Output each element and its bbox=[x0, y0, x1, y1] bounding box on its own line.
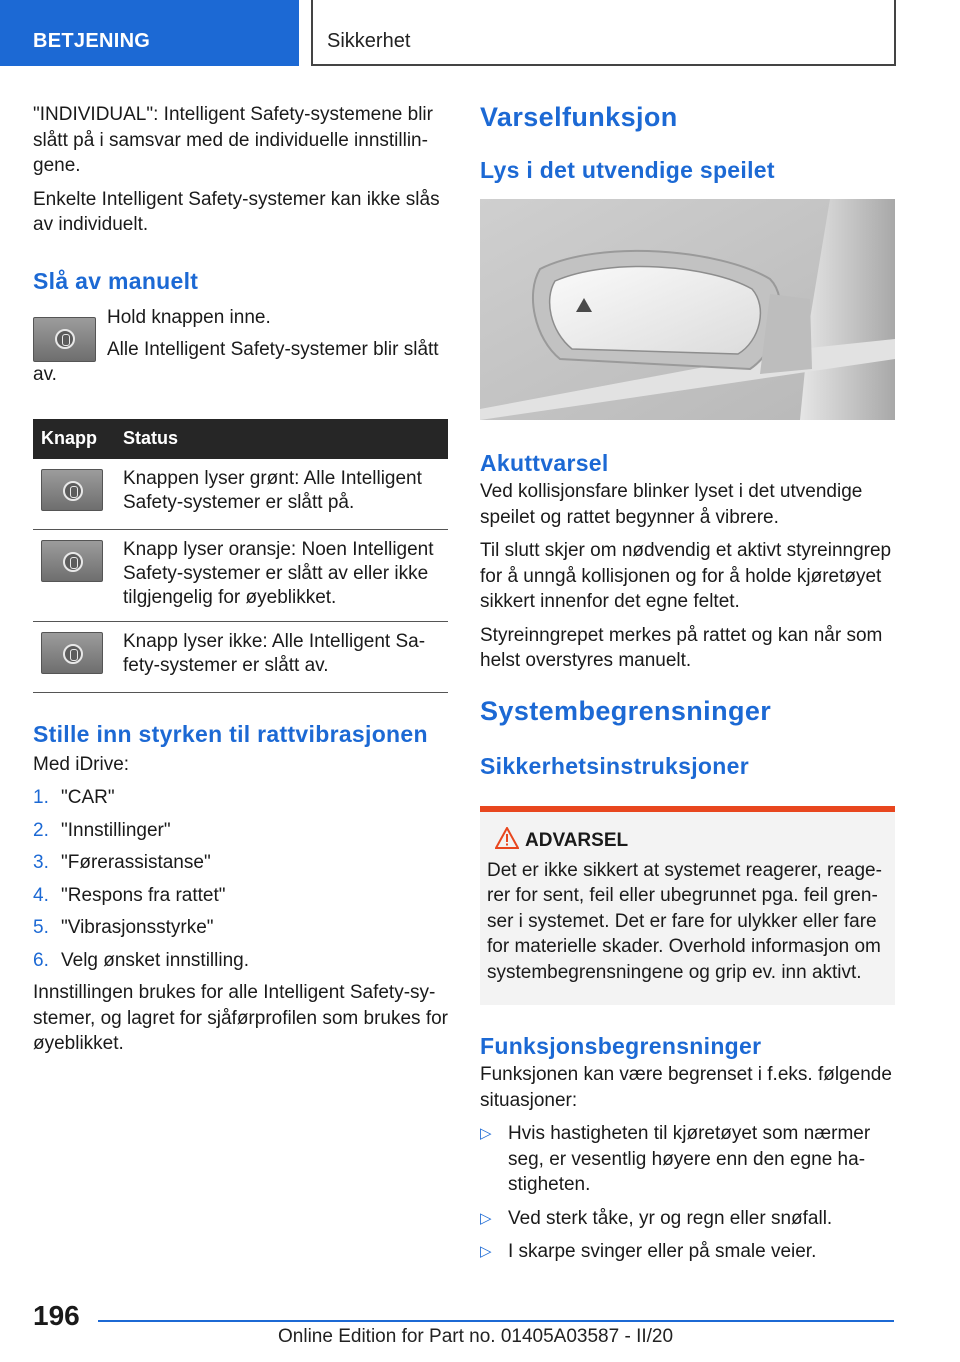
bullet-triangle-icon: ▷ bbox=[480, 1209, 492, 1227]
table-row bbox=[33, 529, 448, 621]
manual-line1: Hold knappen inne. bbox=[107, 306, 271, 328]
warning-box bbox=[480, 806, 895, 1006]
warning-triangle-icon bbox=[495, 827, 519, 855]
list-item: 5. "Vibrasjonsstyrke" bbox=[33, 917, 214, 938]
acute-paragraph-2: Til slutt skjer om nødvendig et aktivt styreinngrep for å unngå kollisjonen og for å holde kjøretøyet sikkert innenfor det egne feltet. bbox=[480, 540, 892, 612]
list-item: 3. "Førerassistanse" bbox=[33, 852, 211, 873]
list-item: 1. "CAR" bbox=[33, 787, 115, 808]
warning-title: ADVARSEL bbox=[525, 829, 629, 851]
page-number: 196 bbox=[33, 1300, 80, 1331]
chapter-title: Sikkerhet bbox=[311, 0, 896, 66]
warning-function-heading: Varselfunksjon bbox=[480, 102, 678, 132]
func-limits-heading: Funksjonsbegrensninger bbox=[480, 1033, 762, 1059]
limitations-list bbox=[480, 1121, 895, 1265]
page-header bbox=[0, 0, 960, 66]
right-column bbox=[480, 102, 895, 1273]
edition-text: Online Edition for Part no. 01405A03587 - II/20 bbox=[278, 1326, 674, 1347]
intro-note: Enkelte Intelligent Safety-systemer kan ikke slås av individuelt. bbox=[33, 188, 440, 235]
status-cell: Knapp lyser ikke: Alle Intelligent Safety-systemer er slått av. bbox=[115, 621, 448, 692]
bullet-triangle-icon: ▷ bbox=[480, 1243, 492, 1260]
acute-paragraph-3: Styreinngrepet merkes på rattet og kan når som helst overstyres manuelt. bbox=[480, 624, 883, 671]
intro-paragraph: "INDIVIDUAL": Intelligent Safety-systemene blir slått på i samsvar med de individuelle innstillingene. bbox=[33, 104, 433, 176]
status-cell: Knappen lyser grønt: Alle Intelligent Safety-systemer er slått på. bbox=[115, 459, 448, 530]
table-row bbox=[33, 459, 448, 530]
intelligent-safety-button-icon bbox=[41, 469, 103, 511]
list-item: 6. Velg ønsket innstilling. bbox=[33, 949, 249, 971]
safety-heading: Sikkerhetsinstruksjoner bbox=[480, 752, 749, 779]
list-item: 2. "Innstillinger" bbox=[33, 819, 171, 841]
manual-line3: av. bbox=[33, 363, 57, 385]
list-item: ▷ I skarpe svinger eller på smale veier. bbox=[480, 1239, 895, 1265]
warning-text: Det er ikke sikkert at systemet reagerer, reagerer for sent, feil eller ubegrunnet pga. feil grenser i systemet. Det er fare for ulykker eller fare for materielle skader. Overhold informasjon om systembegrensningene og grip ev. inn aktivt. bbox=[487, 859, 882, 983]
acute-heading: Akuttvarsel bbox=[480, 450, 609, 476]
manual-line2: Alle Intelligent Safety-systemer blir slått bbox=[107, 338, 439, 360]
exterior-mirror-illustration bbox=[480, 199, 895, 420]
acute-paragraph-1: Ved kollisjonsfare blinker lyset i det utvendige speilet og rattet begynner å vibrere. bbox=[480, 481, 863, 528]
status-table bbox=[33, 419, 448, 693]
list-item: ▷ Ved sterk tåke, yr og regn eller snøfall. bbox=[480, 1206, 895, 1232]
func-limits-intro: Funksjonen kan være begrenset i f.eks. følgende situasjoner: bbox=[480, 1064, 892, 1111]
mirror-heading: Lys i det utvendige speilet bbox=[480, 157, 775, 183]
page-footer bbox=[0, 1290, 960, 1362]
status-cell: Knapp lyser oransje: Noen Intelligent Safety-systemer er slått av eller ikke tilgjengelig for øyeblikket. bbox=[115, 529, 448, 621]
intelligent-safety-button-icon bbox=[41, 540, 103, 582]
list-item: ▷ Hvis hastigheten til kjøretøyet som nærmer seg, er vesentlig høyere enn den egne hastigheten. bbox=[480, 1123, 871, 1195]
intelligent-safety-button-icon bbox=[33, 317, 96, 362]
table-row bbox=[33, 621, 448, 692]
footer-divider bbox=[98, 1320, 894, 1322]
limits-heading: Systembegrensninger bbox=[480, 695, 772, 726]
list-item: 4. "Respons fra rattet" bbox=[33, 884, 226, 906]
table-header-button: Knapp bbox=[33, 419, 115, 459]
settings-steps bbox=[33, 785, 448, 973]
section-tab[interactable]: BETJENING bbox=[0, 0, 299, 66]
manual-heading: Slå av manuelt bbox=[33, 267, 199, 294]
table-header-status: Status bbox=[115, 419, 448, 459]
manual-block bbox=[33, 305, 448, 397]
intelligent-safety-button-icon bbox=[41, 632, 103, 674]
vibration-intro: Med iDrive: bbox=[33, 753, 130, 775]
left-column bbox=[33, 102, 448, 1065]
vibration-note: Innstillingen brukes for alle Intelligent Safety-systemer, og lagret for sjåførprofilen som brukes for øyeblikket. bbox=[33, 982, 448, 1054]
bullet-triangle-icon: ▷ bbox=[480, 1125, 492, 1142]
vibration-heading: Stille inn styrken til rattvibrasjonen bbox=[33, 720, 428, 747]
